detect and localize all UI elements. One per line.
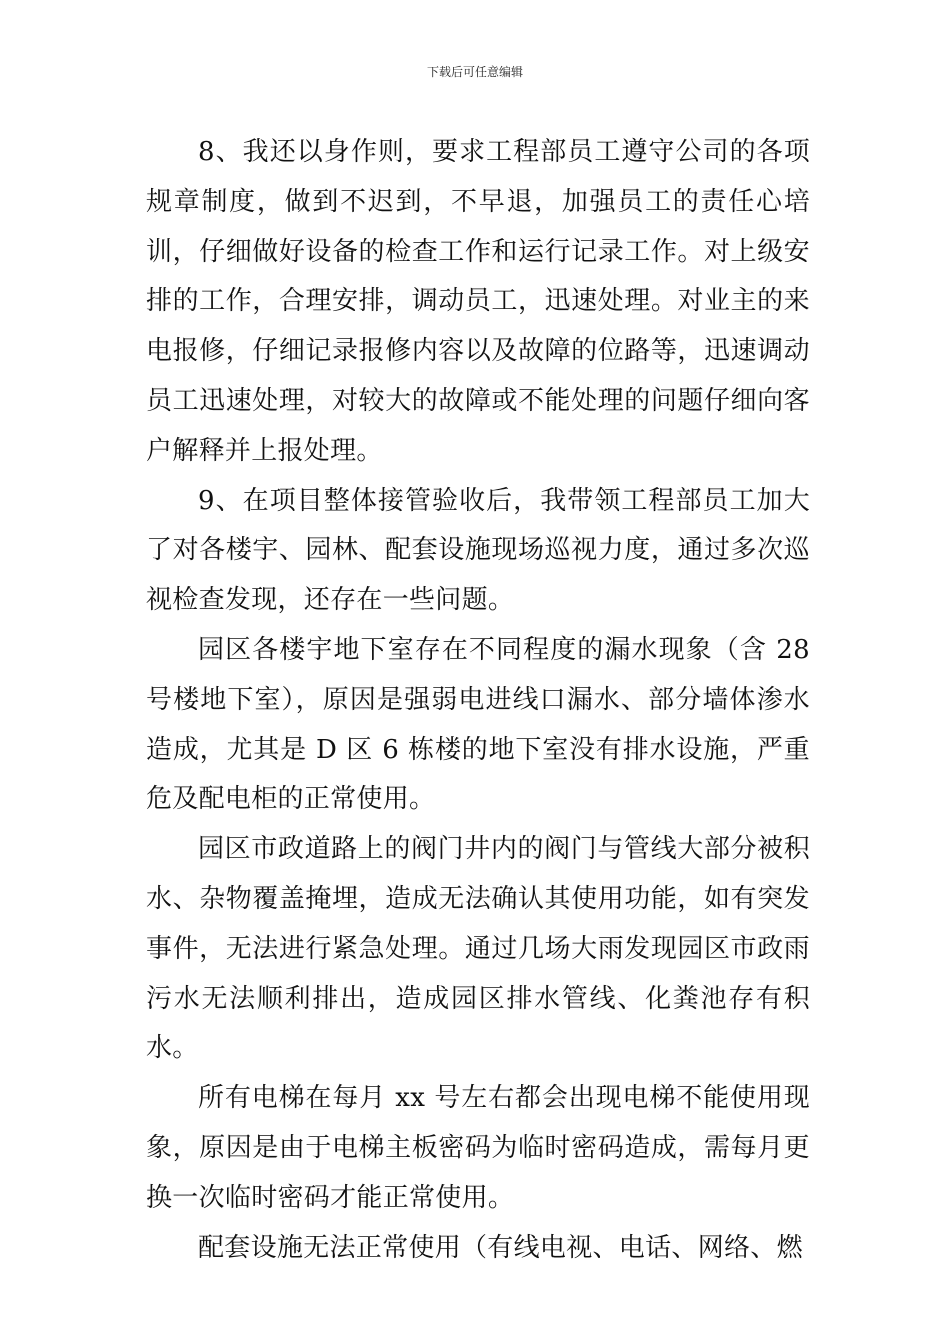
paragraph-facilities: 配套设施无法正常使用（有线电视、电话、网络、燃 [198, 1232, 803, 1263]
paragraph-valve-wells: 园区市政道路上的阀门井内的阀门与管线大部分被积水、杂物覆盖掩埋，造成无法确认其使用功能，如有突发事件，无法进行紧急处理。通过几场大雨发现园区市政雨污水无法顺利排出，造成园区排水管线、化粪池存有积水。 [146, 834, 810, 1064]
paragraph-item-9: 9、在项目整体接管验收后，我带领工程部员工加大了对各楼宇、园林、配套设施现场巡视力度，通过多次巡视检查发现，还存在一些问题。 [146, 485, 810, 616]
document-body [146, 128, 810, 1273]
paragraph-basement-leak: 园区各楼宇地下室存在不同程度的漏水现象（含 28 号楼地下室），原因是强弱电进线口漏水、部分墙体渗水造成，尤其是 D 区 6 栋楼的地下室没有排水设施，严重危及配电柜的正常使用。 [146, 634, 810, 815]
page-header: 下载后可任意编辑 [426, 65, 523, 79]
paragraph-elevators: 所有电梯在每月 xx 号左右都会出现电梯不能使用现象，原因是由于电梯主板密码为临时密码造成，需每月更换一次临时密码才能正常使用。 [146, 1083, 810, 1213]
paragraph-item-8: 8、我还以身作则，要求工程部员工遵守公司的各项规章制度，做到不迟到，不早退，加强员工的责任心培训，仔细做好设备的检查工作和运行记录工作。对上级安排的工作，合理安排，调动员工，迅速处理。对业主的来电报修，仔细记录报修内容以及故障的位路等，迅速调动员工迅速处理，对较大的故障或不能处理的问题仔细向客户解释并上报处理。 [146, 137, 810, 466]
